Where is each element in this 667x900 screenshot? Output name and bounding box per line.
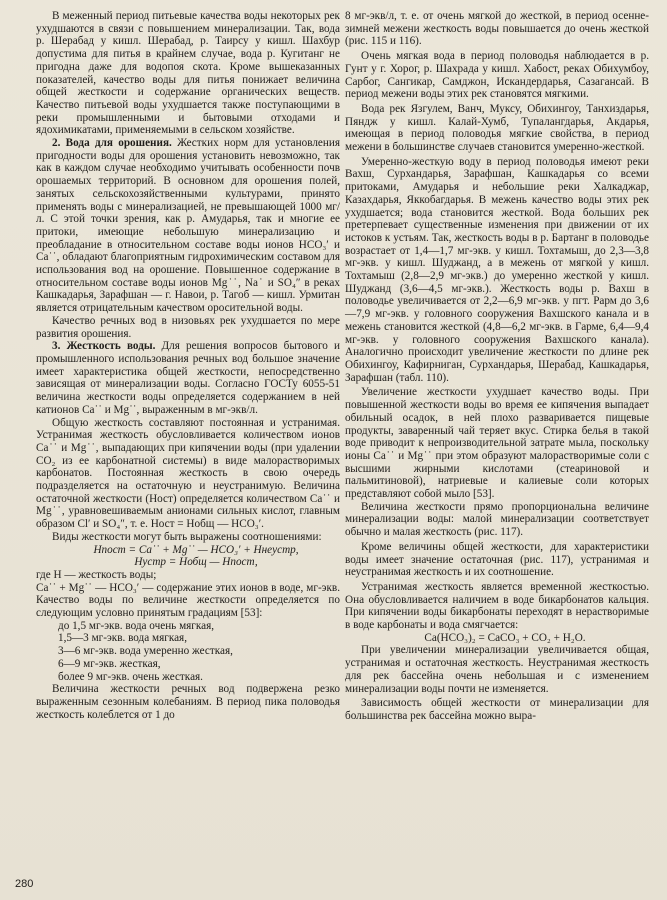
paragraph: Вода рек Язгулем, Ванч, Муксу, Обихингоу, Танхиздарья, Пяндж у кишл. Калай-Хумб, Тупалангдарья, Акдарья, имеющая в период половодья мягкие свойства, в период межени в большинстве случаев становится умеренно-жесткой. (345, 102, 649, 154)
paragraph: Ca˙˙ + Mg˙˙ — HCO₃′ — содержание этих ионов в воде, мг-экв. Качество воды по величине жесткости определяется по следующим условно принятым градациям [53]: (36, 581, 340, 620)
hardness-grades-list (36, 620, 340, 684)
list-item: более 9 мг-экв. очень жесткая. (58, 670, 203, 683)
list-item: до 1,5 мг-экв. вода очень мягкая, (58, 619, 215, 632)
paragraph: Увеличение жесткости ухудшает качество воды. При повышенной жесткости воды во время ее кипячения выпадает обильный осадок, в ней плохо разваривается пищевые продукты, заваренный чай теряет вкус. Стирка белья в такой воде приводит к непроизводительной затрате мыла, поскольку ионы Ca˙˙ и Mg˙˙ при этом образуют малорастворимые соли с высшими жирными кислотами (стеариновой и пальмитиновой), натриевые и калиевые соли которых представляют собой мыло [53]. (345, 386, 649, 501)
list-item: 3—6 мг-экв. вода умеренно жесткая, (58, 645, 233, 658)
paragraph: Устранимая жесткость является временной жесткостью. Она обусловливается наличием в воде бикарбонатов кальция. При кипячении воды бикарбонаты переходят в нерастворимые в воде карбонаты и вода смягчается: (345, 580, 649, 632)
paragraph: Зависимость общей жесткости от минерализации для большинства рек бассейна можно выра- (345, 697, 649, 722)
section-heading: 3. Жесткость воды. (52, 340, 156, 353)
paragraph: 8 мг-экв/л, т. е. от очень мягкой до жесткой, в период осенне-зимней межени жесткость воды повышается до очень жесткой (рис. 115 и 116). (345, 10, 649, 48)
paragraph: Величина жесткости речных вод подвержена резко выраженным сезонным колебаниям. В период пика половодья жесткость колеблется от 1 до (36, 683, 340, 721)
paragraph: Общую жесткость составляют постоянная и устранимая. Устранимая жесткость обусловливается количеством ионов Ca˙˙ и Mg˙˙, выпадающих при кипячении воды (при удалении CO₂ из ее карбонатной системы) в виде малорастворимых карбонатов. Постоянная жесткость в свою очередь подразделяется на остаточную и неустранимую. Величина остаточной жесткости (Hост) определяется количеством Ca˙˙ и Mg˙˙, уравновешиваемым анионами сильных кислот, главным образом Cl′ и SO₄″, т. е. Hост = Hобщ — HCO₃′. (36, 416, 340, 531)
paragraph: Качество речных вод в низовьях рек ухудшается по мере развития орошения. (36, 314, 340, 340)
paragraph: Умеренно-жесткую воду в период половодья имеют реки Вахш, Сурхандарья, Зарафшан, Кашкадарья со всеми притоками, Амударья и небольшие реки Халкаджар, Казахдарья, Яккобагдарья. В межень качество воды этих рек ухудшается; вода становится жесткой. Вода больших рек претерпевает существенные изменения при движении от их истоков к устьям. Так, жесткость воды в р. Бартанг в половодье возрастает от 1,4—1,7 мг-экв. у кишл. Тохтамыш, до 2,3—3,8 мг-экв. у кишл. Шуджанд, а в межень от мягкой у кишл. Тохтамыш (2,8—2,9 мг-экв.) до умеренно жесткой у кишл. Шуджанд (3,6—4,5 мг-экв.). Жесткость воды р. Вахш в половодье увеличивается от 2,2—6,9 мг-экв. у пгт. Рарм до 3,6—7,9 мг-экв. у головного сооружения Вахшского канала и в межень становится жесткой (4,8—6,2 мг-экв. в Гарме, 6,4—9,4 мг-экв. у головного сооружения Вахшского канала). Аналогично происходит увеличение жесткости по длине рек Обихингоу, Кафирниган, Сурхандарья, Шерабад, Кашкадарья, Зарафшан (табл. 110). (345, 155, 649, 384)
page-number: 280 (15, 878, 34, 890)
paragraph: Величина жесткости прямо пропорциональна величине минерализации воды: малой минерализации соответствует обычно и малая жесткость (рис. 117). (345, 500, 649, 539)
formula: Hустр = Hобщ — Hпост, (134, 556, 258, 569)
paragraph-text: Жестких норм для установления пригодности воды для орошения установить невозможно, так как в каждом случае необходимо учитывать особенности почв орошаемых территорий. В основном для орошения полей, занятых сельскохозяйственными культурами, принято применять воды с минерализацией, не превышающей 1000 мг/л. С этой точки зрения, как р. Амударья, так и многие ее притоки, имеющие небольшую минерализацию и преобладание в относительном составе воды ионов HCO₃′ и Ca˙˙, обладают благоприятным гидрохимическим составом для использования вод на орошение. Повышенное содержание в относительном составе воды ионов Mg˙˙, Na˙ и SO₄″ в реках Кашкадарья, Зарафшан — г. Навои, р. Тагоб — кишл. Урмитан является отрицательным качеством оросительной воды. (36, 137, 340, 315)
list-item: 6—9 мг-экв. жесткая, (58, 657, 161, 670)
section-heading: 2. Вода для орошения. (52, 137, 172, 150)
list-item: 1,5—3 мг-экв. вода мягкая, (58, 632, 187, 645)
paragraph-text: Для решения вопросов бытового и промышленного использования речных вод большое значение имеет характеристика общей жесткости, непосредственно зависящая от минерализации воды. Согласно ГОСТу 6055-51 величина жесткости воды определяется содержанием в ней катионов Ca˙˙ и Mg˙˙, выраженным в мг-экв/л. (36, 340, 341, 416)
right-column (345, 10, 649, 723)
paragraph (36, 137, 340, 315)
paragraph: где H — жесткость воды; (36, 568, 157, 581)
left-column (36, 10, 340, 721)
paragraph: Виды жесткости могут быть выражены соотношениями: (52, 530, 322, 543)
formula: Hпост = Ca˙˙ + Mg˙˙ — HCO₃′ + Hнеустр, (93, 543, 299, 556)
paragraph (36, 340, 340, 416)
paragraph: При увеличении минерализации увеличивается общая, устранимая и остаточная жесткость. Неустранимая жесткость для рек бассейна очень небольшая и с изменением минерализации воды почти не изменяется. (345, 644, 649, 695)
paragraph: Кроме величины общей жесткости, для характеристики воды имеет значение остаточная (рис. 117), устранимая и неустранимая жесткость и их соотношение. (345, 540, 649, 579)
paragraph: В меженный период питьевые качества воды некоторых рек ухудшаются в связи с повышением минерализации. Так, вода р. Шерабад у кишл. Шерабад, р. Таирсу у кишл. Шахбур допустима для питья в крайнем случае, вода р. Кугитанг не пригодна даже для водопоя скота. Кроме вышеказанных показателей, качество воды для питья понижает величина общей жесткости и содержание органических веществ. Качество питьевой воды ухудшается также поступающими в реки промышленными и бытовыми отходами и ядохимикатами, применяемыми в сельском хозяйстве. (36, 10, 340, 137)
chemical-equation: Ca(HCO₃)₂ = CaCO₃ + CO₂ + H₂O. (424, 631, 586, 644)
paragraph: Очень мягкая вода в период половодья наблюдается в р. Гунт у г. Хорог, р. Шахрада у кишл. Хабост, реках Обихумбоу, Сарбог, Сангикар, Самджон, Искандердарья, Сазагансай. В период межени воды этих рек становятся мягкими. (345, 50, 649, 101)
